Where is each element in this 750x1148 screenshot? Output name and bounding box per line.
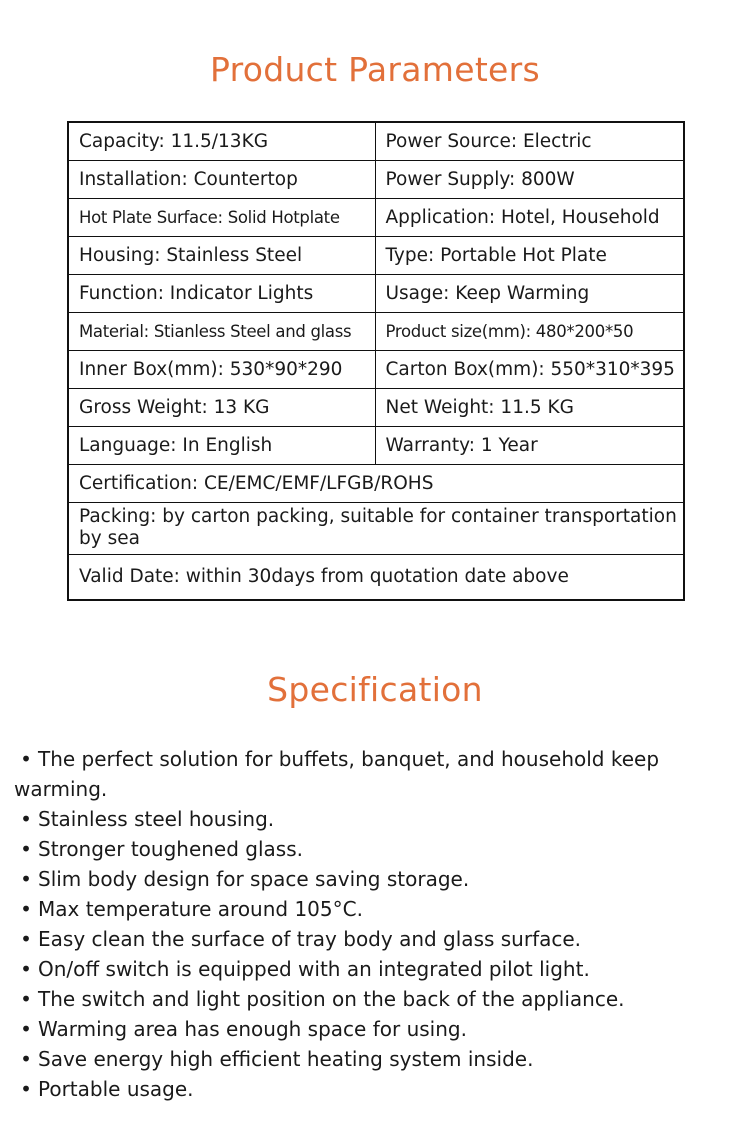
product-parameters-title: Product Parameters	[209, 50, 541, 89]
param-usage: Usage: Keep Warming	[375, 274, 684, 312]
table-row	[68, 312, 684, 350]
table-row	[68, 554, 684, 600]
bullet-icon: •	[20, 987, 32, 1011]
table-row	[68, 388, 684, 426]
param-product-size: Product size(mm): 480*200*50	[375, 312, 684, 350]
param-function: Function: Indicator Lights	[68, 274, 375, 312]
param-warranty: Warranty: 1 Year	[375, 426, 684, 464]
list-item	[14, 1014, 714, 1044]
table-row	[68, 198, 684, 236]
spec-text: Slim body design for space saving storage.	[38, 867, 470, 891]
table-row	[68, 426, 684, 464]
spec-text: Warming area has enough space for using.	[38, 1017, 467, 1041]
param-carton-box: Carton Box(mm): 550*310*395	[375, 350, 684, 388]
bullet-icon: •	[20, 1017, 32, 1041]
spec-text: On/off switch is equipped with an integrated pilot light.	[38, 957, 590, 981]
list-item	[14, 984, 714, 1014]
bullet-icon: •	[20, 927, 32, 951]
param-language: Language: In English	[68, 426, 375, 464]
list-item	[14, 1074, 714, 1104]
list-item	[14, 744, 714, 804]
list-item	[14, 1044, 714, 1074]
param-inner-box: Inner Box(mm): 530*90*290	[68, 350, 375, 388]
list-item	[14, 924, 714, 954]
bullet-icon: •	[20, 1047, 32, 1071]
bullet-icon: •	[20, 1077, 32, 1101]
table-row	[68, 122, 684, 160]
list-item	[14, 894, 714, 924]
bullet-icon: •	[20, 837, 32, 861]
table-row	[68, 274, 684, 312]
bullet-icon: •	[20, 897, 32, 921]
table-row	[68, 464, 684, 502]
list-item	[14, 864, 714, 894]
param-packing: Packing: by carton packing, suitable for container transportation by sea	[68, 502, 684, 554]
specification-list	[14, 744, 714, 1104]
table-row	[68, 236, 684, 274]
param-valid-date: Valid Date: within 30days from quotation date above	[68, 554, 684, 600]
bullet-icon: •	[20, 807, 32, 831]
param-power-supply: Power Supply: 800W	[375, 160, 684, 198]
list-item	[14, 834, 714, 864]
param-application: Application: Hotel, Household	[375, 198, 684, 236]
param-material: Material: Stianless Steel and glass	[68, 312, 375, 350]
param-hot-plate-surface: Hot Plate Surface: Solid Hotplate	[68, 198, 375, 236]
bullet-icon: •	[20, 867, 32, 891]
param-certification: Certification: CE/EMC/EMF/LFGB/ROHS	[68, 464, 684, 502]
param-power-source: Power Source: Electric	[375, 122, 684, 160]
bullet-icon: •	[20, 747, 32, 771]
specification-title: Specification	[267, 670, 483, 709]
spec-text: Stronger toughened glass.	[38, 837, 303, 861]
spec-text: Stainless steel housing.	[38, 807, 275, 831]
product-parameters-table	[67, 121, 685, 601]
bullet-icon: •	[20, 957, 32, 981]
spec-text: The switch and light position on the back of the appliance.	[38, 987, 625, 1011]
list-item	[14, 804, 714, 834]
spec-text: The perfect solution for buffets, banquet, and household keep warming.	[14, 747, 660, 801]
list-item	[14, 954, 714, 984]
spec-text: Easy clean the surface of tray body and glass surface.	[38, 927, 582, 951]
param-net-weight: Net Weight: 11.5 KG	[375, 388, 684, 426]
spec-text: Portable usage.	[38, 1077, 194, 1101]
param-gross-weight: Gross Weight: 13 KG	[68, 388, 375, 426]
param-housing: Housing: Stainless Steel	[68, 236, 375, 274]
spec-text: Save energy high efficient heating system inside.	[38, 1047, 534, 1071]
table-row	[68, 502, 684, 554]
spec-text: Max temperature around 105°C.	[38, 897, 363, 921]
table-row	[68, 350, 684, 388]
param-installation: Installation: Countertop	[68, 160, 375, 198]
param-capacity: Capacity: 11.5/13KG	[68, 122, 375, 160]
table-row	[68, 160, 684, 198]
param-type: Type: Portable Hot Plate	[375, 236, 684, 274]
